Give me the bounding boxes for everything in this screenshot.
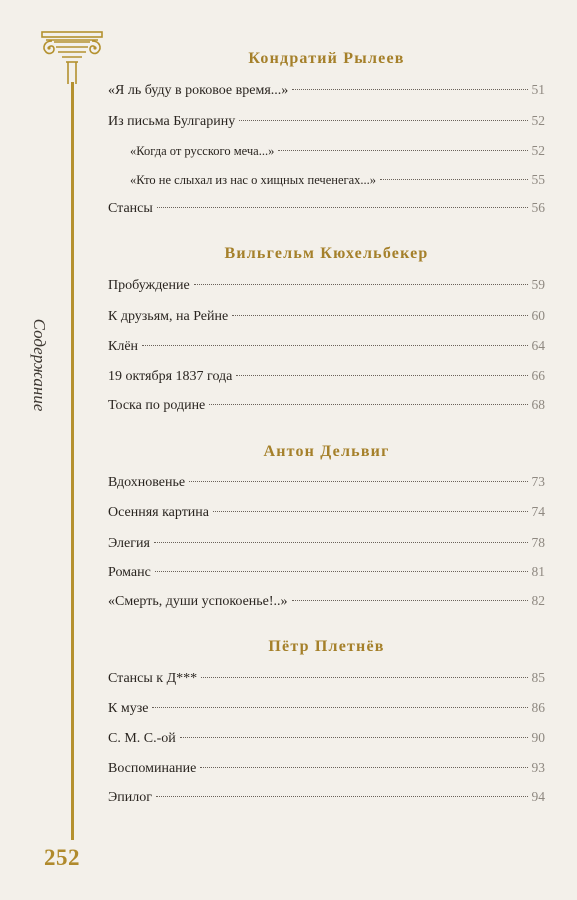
toc-entry-title: «Я ль буду в роковое время...» xyxy=(108,83,289,98)
toc-entry-title: Воспоминание xyxy=(108,761,197,776)
toc-entry[interactable] xyxy=(108,670,545,692)
toc-entry-page: 59 xyxy=(531,277,545,292)
dot-leader xyxy=(278,150,527,151)
toc-entry-page: 86 xyxy=(531,700,545,715)
toc-entry-title: К музе xyxy=(108,701,149,716)
toc-entry-page: 56 xyxy=(531,200,545,215)
toc-entry-title: «Кто не слыхал из нас о хищных печенегах...» xyxy=(130,173,377,187)
toc-entry-page: 52 xyxy=(531,113,545,128)
toc-entry-page: 51 xyxy=(531,82,545,97)
dot-leader xyxy=(142,345,527,346)
toc-entry-page: 66 xyxy=(531,368,545,383)
toc-entry[interactable] xyxy=(108,593,545,615)
toc-entry[interactable] xyxy=(108,338,545,360)
column-capital-ornament xyxy=(38,28,106,86)
toc-entry-page: 90 xyxy=(531,730,545,745)
toc-entry-title: Тоска по родине xyxy=(108,398,206,413)
toc-entry[interactable] xyxy=(108,82,545,104)
toc-entry-title: С. М. С.-ой xyxy=(108,731,176,746)
toc-entry[interactable] xyxy=(108,730,545,752)
toc-entry-title: Из письма Булгарину xyxy=(108,114,236,129)
toc-entry[interactable] xyxy=(108,535,545,557)
toc-entry[interactable] xyxy=(108,564,545,586)
column-shaft-line xyxy=(71,82,74,840)
toc-entry[interactable] xyxy=(108,308,545,330)
toc-entry[interactable] xyxy=(108,397,545,419)
toc-entry-page: 60 xyxy=(531,308,545,323)
dot-leader xyxy=(292,600,528,601)
dot-leader xyxy=(200,767,527,768)
dot-leader xyxy=(213,511,527,512)
dot-leader xyxy=(157,207,528,208)
dot-leader xyxy=(236,375,527,376)
section-author-heading: Кондратий Рылеев xyxy=(248,50,405,67)
toc-entry-page: 78 xyxy=(531,535,545,550)
toc-entry-page: 94 xyxy=(531,789,545,804)
toc-entry-title: Стансы xyxy=(108,201,153,216)
toc-entry[interactable] xyxy=(108,200,545,222)
toc-entry[interactable] xyxy=(108,474,545,496)
toc-entry-page: 82 xyxy=(531,593,545,608)
contents-side-label: Содержание xyxy=(30,318,49,412)
toc-entry-title: Эпилог xyxy=(108,790,152,805)
toc-entry-page: 93 xyxy=(531,760,545,775)
toc-entry-title: Пробуждение xyxy=(108,278,190,293)
dot-leader xyxy=(239,120,527,121)
toc-entry-page: 52 xyxy=(531,143,545,158)
toc-entry[interactable] xyxy=(108,789,545,811)
dot-leader xyxy=(154,542,528,543)
toc-entry-page: 68 xyxy=(531,397,545,412)
toc-entry-page: 55 xyxy=(531,172,545,187)
toc-entry[interactable] xyxy=(108,277,545,299)
dot-leader xyxy=(152,707,527,708)
toc-entry-title: Стансы к Д*** xyxy=(108,671,198,686)
dot-leader xyxy=(292,89,527,90)
toc-entry-title: «Смерть, души успокоенье!..» xyxy=(108,594,288,609)
section-author-heading: Антон Дельвиг xyxy=(263,443,390,460)
toc-entry[interactable] xyxy=(108,760,545,782)
page-number: 252 xyxy=(44,845,80,870)
dot-leader xyxy=(380,179,527,180)
section-author-heading: Вильгельм Кюхельбекер xyxy=(224,245,429,262)
dot-leader xyxy=(189,481,527,482)
dot-leader xyxy=(156,796,528,797)
dot-leader xyxy=(155,571,528,572)
toc-entry-title: «Когда от русского меча...» xyxy=(130,144,275,158)
dot-leader xyxy=(194,284,528,285)
toc-entry-title: Вдохновенье xyxy=(108,475,186,490)
toc-entry-page: 74 xyxy=(531,504,545,519)
toc-entry-title: Осенняя картина xyxy=(108,505,210,520)
toc-entry-page: 73 xyxy=(531,474,545,489)
toc-entry-page: 85 xyxy=(531,670,545,685)
toc-subentry[interactable] xyxy=(130,172,545,194)
dot-leader xyxy=(180,737,528,738)
toc-entry-title: К друзьям, на Рейне xyxy=(108,309,229,324)
toc-entry[interactable] xyxy=(108,504,545,526)
toc-entry-title: Романс xyxy=(108,565,151,580)
toc-entry-title: Клён xyxy=(108,339,139,354)
toc-entry-title: Элегия xyxy=(108,536,150,551)
dot-leader xyxy=(232,315,527,316)
toc-entry-page: 81 xyxy=(531,564,545,579)
toc-entry[interactable] xyxy=(108,368,545,390)
toc-entry-page: 64 xyxy=(531,338,545,353)
toc-entry[interactable] xyxy=(108,700,545,722)
toc-entry[interactable] xyxy=(108,113,545,135)
dot-leader xyxy=(209,404,527,405)
toc-subentry[interactable] xyxy=(130,143,545,165)
dot-leader xyxy=(201,677,527,678)
section-author-heading: Пётр Плетнёв xyxy=(268,638,385,655)
toc-entry-title: 19 октября 1837 года xyxy=(108,369,233,384)
